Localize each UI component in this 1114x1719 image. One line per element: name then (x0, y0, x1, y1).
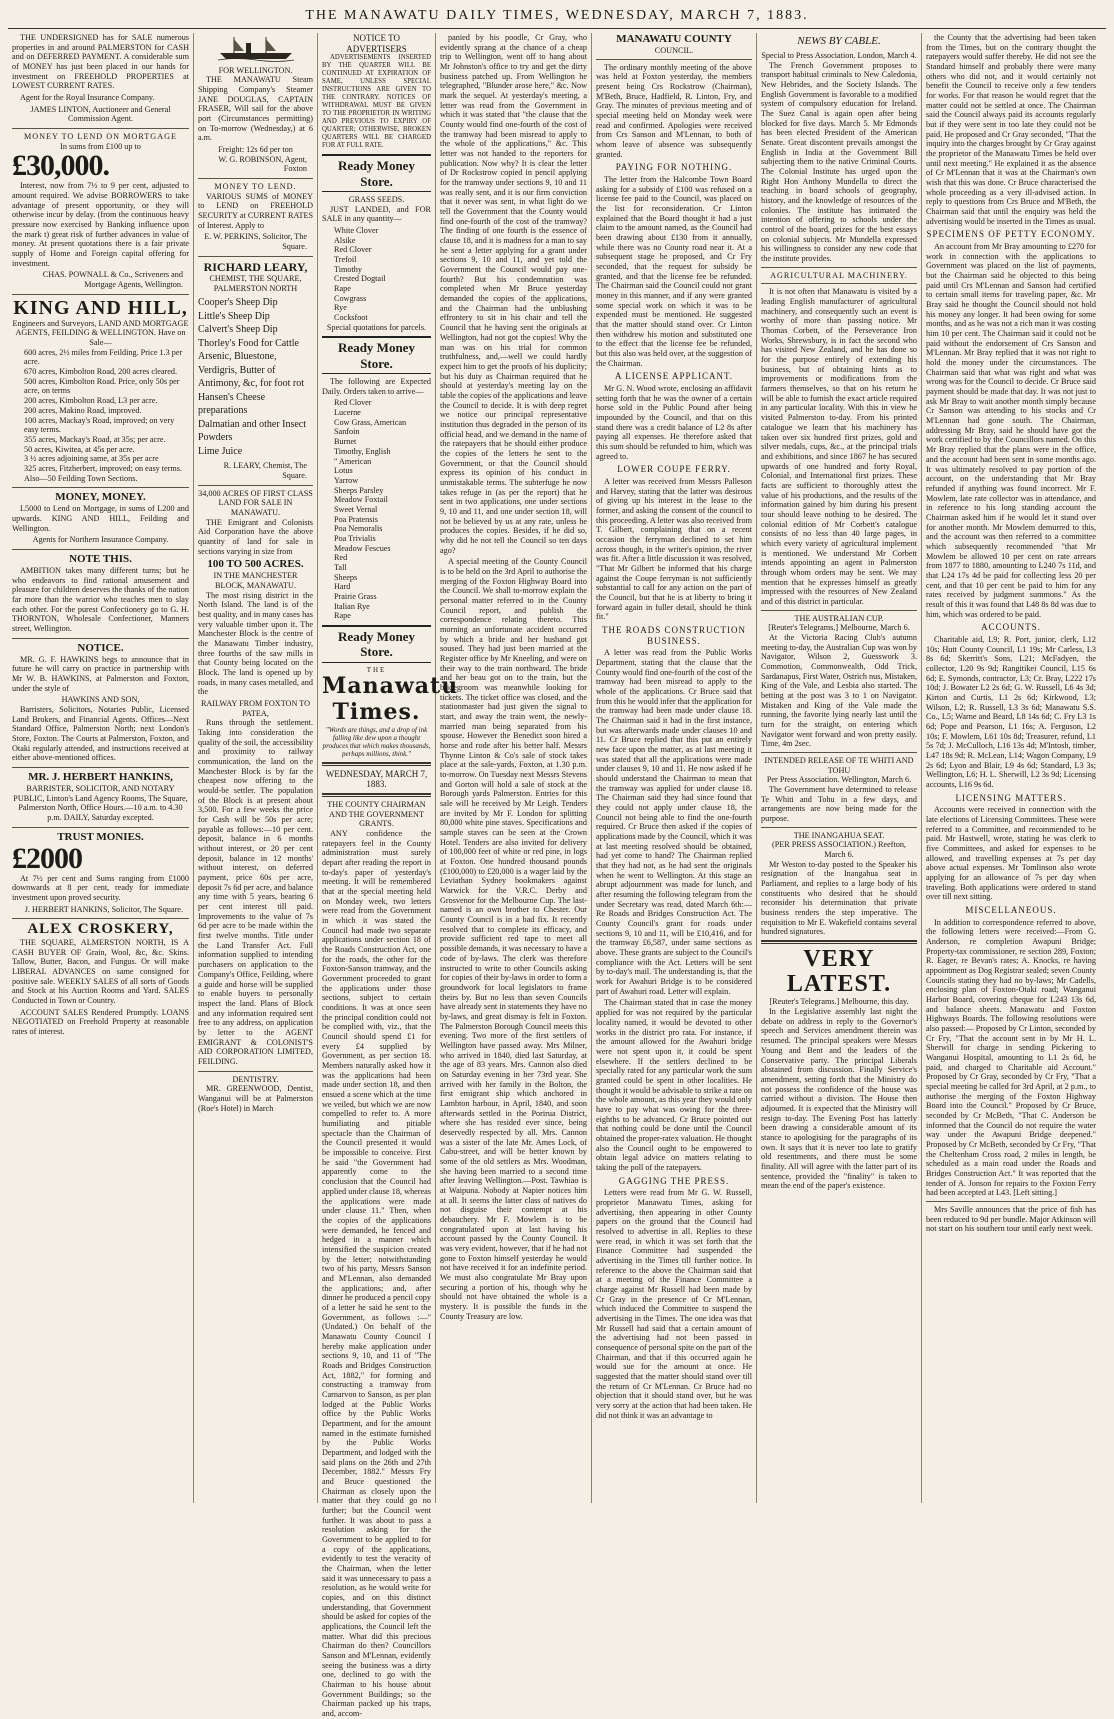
very-latest-sub: [Reuter's Telegrams.] Melbourne, this day. (769, 997, 909, 1007)
dentistry-text: MR. GREENWOOD, Dentist, Wanganui will be at Palmerston (Roe's Hotel) in March (198, 1084, 313, 1113)
hawkins-notice-more: Barristers, Solicitors, Notaries Public, Licensed Land Brokers, and Financial Agents. Offices—Next Standard Office, Palmerston North; next London's Store, Foxton. The Courts at Palmerston, Foxton, and Otaki regularly attended, and instructions received at either above-mentioned offices. (12, 704, 189, 763)
hawkins-notice-title: NOTICE. (77, 641, 124, 654)
county-council-subtitle: COUNCIL. (654, 45, 694, 55)
note-this-ad (12, 553, 189, 634)
dentistry-ad (198, 1075, 313, 1114)
council-subhead: LOWER COUPE FERRY. (617, 464, 731, 475)
notice-to-advertisers (322, 33, 431, 150)
grass-seeds-text: JUST LANDED, and FOR SALE in any quantity— (322, 204, 431, 224)
land-railway: RAILWAY FROM FOXTON TO PATEA, (200, 699, 311, 718)
seed-item: Poa Pratensis (334, 514, 378, 524)
editorial (322, 800, 431, 1719)
steamship-illustration (198, 35, 313, 64)
leary-product: Little's Sheep Dip (198, 310, 270, 322)
leary-product: Calvert's Sheep Dip (198, 324, 278, 336)
land-body: The most rising district in the North Island. The land is of the best quality, and in many cases has very valuable timber upon it. The Manchester Block is the centre of the Manawatu Timber industry, three fourths of the saw mills in that County being located on the Block. The land is opened up by roads, in many cases metalled, and the (198, 590, 313, 697)
release-text: The Government have determined to release Te Whiti and Tohu in a few days, and arrangements are now being made for the purpose. (761, 785, 917, 824)
seed-item: Hard (334, 582, 351, 592)
linton-ad (12, 33, 189, 124)
hankins-ad (12, 771, 189, 823)
column-2 (194, 33, 318, 1503)
seed-item: Cow Grass, American (334, 417, 407, 427)
seed-item: Rape (334, 611, 351, 621)
croskery-bottom: ACCOUNT SALES Rendered Promptly. LOANS NEGOTIATED on Freehold Property at reasonable rates of interest. (12, 1007, 189, 1036)
land-text: THE Emigrant and Colonists Aid Corporation have the above quantity of land for sale in sections varying in size from (198, 517, 313, 556)
money-money-ad (12, 491, 189, 545)
expected-list (322, 398, 431, 620)
inangahua-sub: (PER PRESS ASSOCIATION.) Reefton, March 6. (772, 840, 906, 860)
land-listing: 500 acres, Kimbolton Road. Price, only 50s per acre, on terms (24, 376, 180, 396)
dentistry-title: DENTISTRY. (232, 1074, 279, 1084)
land-listing: 3 ½ acres adjoining same, at 35s per acre (24, 454, 159, 464)
leary-title: RICHARD LEARY, (203, 259, 308, 274)
king-and-hill-title: KING AND HILL, (13, 296, 188, 319)
perkins-text: VARIOUS SUMS of MONEY to LEND on FREEHOLD SECURITY at CURRENT RATES of Interest. Apply to (198, 191, 313, 230)
column-3 (318, 33, 459, 1719)
advertisers-text: ADVERTISEMENTS INSERTED BY THE QUARTER WILL BE CONTINUED AT EXPIRATION OF SAME, UNLESS SPECIAL INSTRUCTIONS ARE GIVEN TO THE CONTRARY. NOTICES OF WITHDRAWAL MUST BE GIVEN TO THE PROPRIETOR IN WRITING AND PREVIOUS TO EXPIRY OF QUARTER; OTHERWISE, BROKEN QUARTERS WILL BE CHARGED FOR AT FULL RATE. (322, 54, 431, 150)
money-money-title: MONEY, MONEY. (55, 491, 146, 504)
perkins-ad (198, 182, 313, 252)
council-text-4: A letter was received from Messrs Palleson and Harvey, stating that the latter was desirous of giving up his interest in the lease to the former, and asking the consent of the council to this proceeding. A letter was also received from T. Gilbert, complaining that on a recent occasion the ferryman declined to set him across though, in the writer's opinion, the river was fit. After a little discussion it was resolved, "That Mr Gilbert be informed that his charge against the Coupe ferryman is not sufficiently substantial to call for any action on the part of the Council, but that he is at liberty to bring it forward again in fuller detail, should he think fit." (596, 477, 752, 622)
land-title: 34,000 ACRES OF FIRST CLASS LAND FOR SALE IN MANAWATU. (198, 488, 313, 517)
money-ad-heading: MONEY TO LEND ON MORTGAGE (23, 132, 178, 142)
grass-seeds-title: GRASS SEEDS. (348, 195, 405, 205)
seed-item: Meadow Foxtail (334, 495, 388, 505)
seed-item: Red Clover (334, 398, 372, 408)
money-money-agents: Agents for Northern Insurance Company. (32, 535, 169, 545)
council-continued-2: An account from Mr Bray amounting to £270 for work in connection with the applications to Government was placed on the list of payments, but the Chairman said he objected to this being paid until Crs M'Lennan and Sanson had certified to certain small items for traveling paper, &c. Mr Bray said he thought the Council should not hold his money any longer. It had been owing for some months, and as he was not a rich man it was costing him 10 per cent. The Chairman said it could not be paid without the endorsement of Crs Sanson and M'Lennan. Mr Bray replied that it was not right to hold the money under the circumstances. The Chairman said that what was right and what was wrong was for the Council to decide. Cr Bruce said payment should be made that day. It was not just to ask Mr Bray to wait another month simply because Cr Sanson was attending to his stocks and Cr M'Lennan had gone south. The Chairman, addressing Mr Bray, said he should have got the work certified to by the Councillors named. On this Mr Bray replied that the plans were in the office, and the account had been sent in some months ago. It was ultimately resolved to pay portion of the account, on the understanding that Mr Bray refunded if anything was found incorrect. Mr F. Mowlem, late rate collector was in attendance, and in reference to his long standing account the Chairman asked him if he would let it stand over for another month. Mr Mowlem demurred to this, and the account was then referred to a committee which subsequently recommended "that Mr Mowlem be allowed 10 per cent on rate arrears from 1877 to 1880, amounting to L240 7s 11d, and that L24 17s 4d be paid for collecting less 20 per cent, and that 10 per cent be paid to him for any rates received by judgment summons." As the result of this it was found that L48 8s 8d was due to him, which was ordered to be paid. (926, 242, 1096, 619)
machinery-text: It is not often that Manawatu is visited by a leading English manufacturer of agricultural machinery, and consequently such an event is worthy of more than passing notice. Mr Thomas Corbett, of the Perseverance Iron Works, Shrewsbury, is in fact the second who has visited New Zealand, and he has done so for the purpose entirely of extending his business, but of obtaining hints as to improvements or modifications from the farmers themselves, so that on his return he will be able to furnish the exact article required in any particular locality. With this in view he visited Palmerston to-day. From his printed catalogue we learn that his machinery has taken over six hundred first prizes, gold and silver medals, cups, &c., at the principal trials and exhibitions, and since 1867 he has secured upwards of one hundred and forty Royal, Colonial, and International first prizes. These facts are sufficient to thoroughly attest the value of his productions, and the results of the information gained by him during his present tour should leave nothing to be desired. The colonial edition of Mr Corbett's catalogue consists of no less than 40 large pages, in which every variety of agricultural implement is mentioned. We understand Mr Corbett intends appointing an agent in Palmerston through whom orders may be sent. We may mention that he expresses himself as greatly impressed with the resources of New Zealand and of this district in particular. (761, 287, 917, 606)
seed-item: Crested Dogtail (334, 274, 386, 284)
trust-monies-signature: J. HERBERT HANKINS, Solicitor, The Square. (24, 904, 183, 914)
machinery-title: AGRICULTURAL MACHINERY. (770, 270, 908, 280)
leary-product: Hansen's Cheese preparations (198, 391, 266, 417)
seed-item: Timothy (334, 264, 362, 274)
hankins-title: MR. J. HERBERT HANKINS, (28, 770, 173, 783)
ready-money-store-2: Ready Money Store. (322, 336, 431, 374)
money-ad-signature: CHAS. POWNALL & Co., Scriveners and Mortgage Agents, Wellington. (42, 270, 183, 290)
council-subhead: PAYING FOR NOTHING. (615, 162, 733, 173)
local-news: A special meeting of the County Council is to be held on the 3rd April to authorise the merging of the Foxton Highway Board into the Council. We shall to-morrow explain the personal matter referred to in the County Council report, and publish the correspondence relating thereto. This morning an unfortunate accident occurred by which a bride and her husband got soused. They had just been married at the Register office by Mr Kneeling, and were on their way to the train northward. The bride and her beau got on to the train, but the bridegroom was meanwhile looking for tickets. The ticket office was closed, and the stationmaster had just given the signal to start, and away the train went, the newly-married man being separated from his spouse. However the Benedict soon hired a horse and rode after his better half. Messrs Thynne Linton & Co's sale of stock takes place at the sale-yards, Foxton, at 1.30 p.m. to-morrow. On Tuesday next Messrs Stevens and Gorton will hold a sale of stock at the Borough yards Palmerston. Entries for this sale will be received by Mr Leigh. Tenders are invited by Mr F. London for splitting 80,000 white pine staves. Specifications and sample staves can be seen at the Crown Hotel. Tenders are also invited for delivery of 100,000 feet of white or red pine, in logs at Foxton. One hundred thousand pounds (£100,000) to £20,000 is a wager laid by the Leviathan Sydney bookmakers against Warwick for the V.R.C. Derby and Grosvenor for the Melbourne Cup. The last-named is an own brother to Chester. Our County Council is in a bad fix. It recently resolved that to complete its efficacy, and provide sufficient red tape to meet all possible demands, it was necessary to have a code of by-laws. The clerk was therefore instructed to write to other Councils asking for copies of their by-laws in order to form a groundwork for local legislators to frame theirs by. But no less than seven Councils have already sent in statements they have no by-laws, and great dismay is felt in Foxton. The Palmerston Borough Council meets this evening. Two more of the first settlers of Wellington have passed away. Mrs Milner, who arrived in 1840, died last Saturday, at the age of 83 years. Mrs. Cannon also died on Saturday evening in her 73rd year. She arrived with her family in the Bolton, the first emigrant ship which anchored in Lambton harbour, in April, 1840, and soon afterwards settled in the Porirua District, where she has resided ever since, being deservedly respected by all. Mrs. Cannon was a sister of the late Mr. Ames Lock, of Cabu-street, and will be better known by some of the old settlers as Mrs. Woodman, she having been married to a second time after leaving Wellington.—Post. Tawhiao is at Waipuna. Nobody at Napier notices him at all. It seems the latter class of natives do not disguise their contempt at his debauchery. Mr F. Mowlem is to be congratulated upon at last having his account passed by the County Council. It was very evident, however, that if he had not gone to Foxton himself yesterday he would not have received it for an indefinite period. We must also congratulate Mr Bray upon securing a portion of his, though why he should not have obtained the whole is a mystery. It is possible the funds in the County Treasury are low. (440, 557, 587, 1321)
australian-cup-title: THE AUSTRALIAN CUP. (794, 613, 884, 623)
trust-monies-title: TRUST MONIES. (57, 830, 144, 843)
seed-item: Sheeps (334, 572, 358, 582)
seed-item: Poa Trivialis (334, 533, 376, 543)
king-and-hill-list (12, 348, 189, 483)
seed-item: Meadow Fescues (334, 543, 391, 553)
column-4 (436, 33, 592, 1503)
seed-item: Red Clover (334, 245, 372, 255)
council-subhead: THE ROADS CONSTRUCTION BUSINESS. (601, 625, 746, 646)
council-text-3: Mr G. N. Wood wrote, enclosing an affidavit setting forth that he was the owner of a certain horse sold in the Public Pound after being impounded by the Council, and that on this stand there was a credit balance of L2 8s after paying all expenses. He therefore asked that this sum should be refunded to him, which was agreed to. (596, 384, 752, 461)
column-1 (8, 33, 194, 1503)
leary-product: Dalmatian and other Insect Powders (198, 418, 307, 444)
seed-item: Trefoil (334, 255, 357, 265)
seed-item: Lotus (334, 466, 353, 476)
linton-ad-signature: JAMES LINTON, Auctioneer and General Commission Agent. (30, 104, 171, 124)
grass-seeds-ad (322, 195, 431, 332)
land-listing: 50 acres, Kiwitea, at 45s per acre. (24, 444, 135, 454)
expected-seeds-ad (322, 377, 431, 621)
council-text-2: The letter from the Halcombe Town Board asking for a subsidy of £100 was refused on a license fee paid to the Council, was placed on the list for reconsideration. Cr Linton explained that the Board thought it had a just claim to the amount named, as the Council had been drawing about £130 from it annually, while there was no County road near it. At a subsequent stage he proposed, and Cr Fry seconded, that the request for subsidy be granted, and that the license fee be refunded. The Chairman said the Council could not grant money in this manner, and if any were granted some special work on which it was to be expended must be mentioned. He suggested that the matter should stand over. Cr Linton then withdrew his motion and substituted one to the effect that the license fee be refunded, but this also was held over, at the suggestion of the Chairman. (596, 174, 752, 368)
cable-news-text: The French Government proposes to transport habitual criminals to New Caledonia, New Hebrides, and the Society Islands. The English Government is favorable to a modified system of compulsory education for Ireland. The Suez Canal is again open after being blocked for five days. March 5. Mr Edmonds has been elected President of the American Senate. Great discontent prevails amongst the English in India at the Government Bill subjecting them to the native Criminal Courts. The Colonial Institute has urged upon the Right Hon Anthony Mundella to direct the teaching in board schools of geography, history, and the knowledge of resources of the colonies. The institute has intimated the intention of offering to schools under the control of the board, prizes for the best essays on colonial subjects. Mr Mundella expressed his willingness to consider any new code that the institute provides. (761, 60, 917, 264)
leary-signature: R. LEARY, Chemist, The Square. (223, 461, 307, 480)
council-text-7: Letters were read from Mr G. W. Russell, proprietor Manawatu Times, asking for advertising, then appearing in other County papers on the ground that the Council had resolved to advertise in all. Replies to these were read, in which it was set forth that the Finance Committee had suspended the advertising in the Times till further notice. In reference to the above the Chairman said that at a meeting of the Finance Committee a charge against Mr Russell had been made by Cr Gray in the presence of Cr M'Lennan, which induced the Committee to suspend the advertising in the Times. The one idea was that Mr Russell had said that a certain amount of the advertising had not been passed in consequence of personal spite on the part of the Chairman, and that if this occurred again he would sue for the amount at once. He suggested that the matter should stand over till the return of Cr M'Lennan. Cr Bruce had no objection that it should stand over, but he was very sorry at the action that had been taken. He did not think it was an advantage to (596, 1188, 752, 1420)
land-listing: 600 acres, 2½ miles from Feilding. Price 1.3 per acre. (24, 347, 183, 367)
croskery-text: THE SQUARE, ALMERSTON NORTH, IS A CASH BUYER OF Grain, Wool, &c, &c. Skins. Tallow, Butter, Bacon, and Fungus. Or will make LIBERAL ADVANCES on same consigned for positive sale. WEEKLY SALES of all sorts of Goods and Stock at his Auction Rooms and Yard. SALES Conducted in Town or Country. (12, 937, 189, 1005)
hawkins-firm-name: HAWKINS AND SON, (61, 695, 140, 705)
seed-item: Poa Nemoralis (334, 524, 383, 534)
leary-product: Lime Juice (198, 445, 243, 457)
paper-motto: "Words are things, and a drop of ink falling like dew upon a thought produces that which makes thousands, perhaps millions, think." (322, 725, 431, 759)
croskery-title: ALEX CROSKERY, (27, 921, 174, 938)
very-latest-text: In the Legislative assembly last night the debate on address in reply to the Governor's speech and Services amendment therein was resumed. The principal speakers were Messrs Young and Bent and the leaders of the Conservative party. The principal Liberals abstained from discussion. Finally Service's amendment, setting forth that the Ministry do not possess the confidence of the house was carried without a division. The House then adjourned. It is expected that the Ministry will resign to-day. The Evening Post has latterly been drawing a considerable amount of its stance to apologising for the paragraphs of its own. It says that it is never too late to gratify old resentments, and there must be some finality. All will agree with the latter part of its sentence, provided the "finality" is taken to mean the end of the paper's existence. (761, 1007, 917, 1191)
release-title: INTENDED RELEASE OF TE WHITI AND TOHU (764, 756, 914, 775)
leary-ad (198, 260, 313, 481)
steamer-text: THE MANAWATU Steam Shipping Company's Steamer JANE DOUGLAS, CAPTAIN FRASER, Will sail for the above port (Circumstances permitting) on To-morrow (Wednesday,) at 6 a.m. (198, 75, 313, 143)
column-6 (757, 33, 922, 1503)
seed-item: Lucerne (334, 408, 361, 418)
columns (8, 33, 1106, 1719)
masthead: THE MANAWATU DAILY TIMES, WEDNESDAY, MARCH 7, 1883. (8, 8, 1106, 29)
seed-item: Rye (334, 303, 347, 313)
seed-item: Cocksfoot (334, 313, 368, 323)
leary-product: Cooper's Sheep Dip (198, 297, 278, 309)
note-this-text: AMBITION takes many different turns; but he who endeavors to find rational amusement and pleasure for children deserves the thanks of the nation far more than the warrior who teaches men to slay each other. For the purest Confectionery go to G. H. THORNTON, Wholesale Confectioner, Manners street, Wellington. (12, 565, 189, 633)
croskery-ad (12, 922, 189, 1036)
council-subhead: GAGGING THE PRESS. (618, 1175, 730, 1186)
land-acres: 100 TO 500 ACRES. (207, 558, 304, 571)
cable-news-title: NEWS BY CABLE. (797, 35, 881, 47)
council-miscellaneous: In addition to correspondence referred to above, the following letters were received:—From G. Anderson, re completion Awapuni Bridge; Property-tax commissioner, re section 289, Foxton; R. Eager, re Bevan's rates; A. Knocks, re having appointment as Dog Registrar sealed; seven County Councils stating they had no by-laws; Mr Cadells, enclosing plan of Foxton-Otaki road; Wanganui Harbor Board, covering cheque for L243 13s 6d, and balance sheets. Manawatu and Foxton Highways Boards. The following resolutions were also passed:— Proposed by Cr Linton, seconded by Cr Fry, "That the account sent in by Mr H. L. Sherwill for charge in sending Pickering to Wanganui Hospital, amounting to L1 2s 6d, be paid, and charged to Charitable aid Account." Proposed by Cr Gray, seconded by Cr Fry, "That a special meeting be called for 3rd April, at 2 p.m., to authorise the merging of the Foxton Highway Board into the Council." Proposed by Cr Bruce, seconded by Cr McBeth, "That C. Anderson be informed that the Council do not require the water way under the Awapuni Bridge deepened." Proposed by Cr McBeth, seconded by Cr Fry, "That the Cheltenham Cross road, 2 miles in length, be scheduled as a main road under the Roads and Bridges Construction Act." It was reported that the tender of A. Jonson for repairs to the Foxton Ferry had been accepted at L43. [Left sitting.] (926, 917, 1096, 1198)
hawkins-notice (12, 642, 189, 763)
grass-seeds-list (322, 226, 431, 323)
land-listing: 100 acres, Mackay's Road, improved; on very easy terms. (24, 415, 175, 435)
seed-item: " American (334, 456, 372, 466)
seed-item: Burnet (334, 437, 357, 447)
australian-cup-text: At the Victoria Racing Club's autumn meeting to-day, the Australian Cup was won by Navigator, Wilson 2, Guesswork 3. Commotion, Commonwealth, Odd Trick, Sardanapus, First Water, Ostrich nus, Mistaken, King of the Vale, and Lesbia also started. The betting at the post was 3 to 1 on Navigator. Mistaken and King of the Vale made the running, the favorite lying nearly last until the turn for the straight, on entering which Navigator went forward and won pretty easily. Time, 4m 2sec. (761, 632, 917, 749)
money-ad-amount: £30,000. (12, 149, 109, 183)
council-subhead: A LICENSE APPLICANT. (614, 371, 734, 382)
seed-item: White Clover (334, 226, 379, 236)
hawkins-notice-text: MR. G. F. HAWKINS begs to announce that in future he will carry on practice in partnership with Mr W. B. HAWKINS, at Palmerston and Foxton, under the style of (12, 654, 189, 693)
land-body-2: Runs through the settlement. Taking into consideration the quality of the soil, the accessibility and proximity to railway communication, the land on the Manchester Block is by far the cheapest now offering to the would-be settler. The population of the Block is at present about 3,500. For a few weeks the price for Cash will be 50s per acre; payable as follows:—10 per cent. deposit, balance in 6 months without interest, or 20 per cent deposit, balance in 12 months' without interest, on deferred payment, price 60s per acre, deposit 7s 6d per acre, and balance any time with 5 years, bearing 6 per cent interest till paid. Improvements to the value of 7s 6d per acre to be made within the first twelve months. Title under the Land Transfer Act. Full information supplied to intending purchasers on application to the Company's Office, Feilding, where a guide and horse will be supplied to enable buyers to personally inspect the land. Plans of Block and any information required sent free to any address, on application by letter to the AGENT EMIGRANT & COLONIST'S AID CORPORATION LIMITED, FEILDING. (198, 718, 313, 1066)
very-latest-title: VERY LATEST. (786, 946, 892, 998)
column-5 (592, 33, 757, 1503)
closing-paragraph: Mrs Saville announces that the price of fish has been reduced to 9d per bundle. Major Atkinson will not start on his southern tour until early next week. (926, 1205, 1096, 1234)
seed-item: Italian Rye (334, 601, 370, 611)
column-7 (922, 33, 1100, 1503)
steamer-ad (198, 66, 313, 174)
council-subhead: LICENSING MATTERS. (955, 792, 1067, 803)
australian-cup-sub: [Reuter's Telegrams.] Melbourne, March 6. (768, 623, 910, 633)
seed-item: Sheeps Parsley (334, 485, 384, 495)
seed-item: Rape (334, 284, 351, 294)
seed-item: Sweet Vernal (334, 504, 378, 514)
steamer-freight: Freight: 12s 6d per ton (218, 145, 293, 155)
land-listing: 325 acres, Fitzherbert, improved; on easy terms. (24, 463, 183, 473)
ready-money-store-3: Ready Money Store. (322, 625, 431, 663)
money-money-text: L5000 to Lend on Mortgage, in sums of L200 and upwards. KING AND HILL, Feilding and Wellington. (12, 504, 189, 533)
linton-ad-insurance: Agent for the Royal Insurance Company. (20, 93, 155, 103)
council-subhead: ACCOUNTS. (981, 622, 1041, 633)
seed-item: Timothy, English (334, 446, 391, 456)
king-and-hill-ad (12, 298, 189, 483)
king-and-hill-sub: Engineers and Surveyors, LAND AND MORTGAGE AGENTS, FEILDING & WELLINGTON. Have on Sale— (12, 318, 189, 348)
council-continued-1: the County that the advertising had been taken from the Times, but on the contrary thought the ratepayers would suffer thereby. He did not see the Standard himself and probably there were many others who did not, and it would certainly not benefit the Council to receive only a few tenders for works. For that reason he would regret that the matter could not be settled at once. The Chairman said the Council always paid its accounts regularly but if they were sent in too late they could not be paid. He proposed and Cr Gray seconded, "That the inquiry into the charges brought by Cr Gray against the proprietor of the Manawatu Times be held over until next meeting." He explained it as the absence of Cr M'Lennan that it was at the Chairman's own wish that this was done. Cr Bruce characterised the whole proceeding as a very ill-advised action. In reply to questions from Crs Bruce and M'Beth, the Chairman said that until the enquiry was held the advertising would be inserted in the Times as usual. (926, 33, 1096, 226)
trust-monies-text: At 7½ per cent and Sums ranging from £1000 downwards at 8 per cent, ready for immediate investment upon proved security. (12, 873, 189, 902)
seed-item: Tall (334, 562, 347, 572)
land-listing: 670 acres, Kimbolton Road, 200 acres cleared. (24, 367, 178, 377)
grass-seeds-note: Special quotations for parcels. (326, 322, 427, 332)
council-text-1: The ordinary monthly meeting of the above was held at Foxton yesterday, the members present being Crs Rockstrow (Chairman), M'Beth, Bruce, Hadfield, R. Linton, Fry, and Gray. The minutes of previous meeting and of special meeting held on Monday week were read and confirmed. Apologies were received from Crs Sanson and M'Lennan, to both of whom leave of absence was subsequently granted. (596, 62, 752, 159)
editorial-text: ANY confidence the ratepayers feel in the County administration must surely depart after reading the report in to-day's paper of yesterday's meeting. It will be remembered that at the special meeting held on Monday week, two letters were read from the Government in which it was stated the Council had made two separate applications under section 18 of the Roads Construction Act, one for the roads, the other for the Foxton-Sanson tramway, and the Government proceeded to grant the applications under those sections, subject to certain conditions. It was at once seen the principal condition could not be complied with, viz., that the Council should spend £1 for every £4 supplied by Government, as per section 18. Members naturally asked how it was the applications had been made under section 18, and then ensued a scene which at the time we veiled, but which we are now compelled to refer to. A more humiliating and pitiable spectacle than the Chairman of the Council presented it would be impossible to conceive. First he said "the Government had apparently come to the conclusion that the Council had applied under clause 18, whereas the applications were made under clause 11." Then, when the copies of the applications were demanded, he fenced and hedged in a manner which intensified the suspicion created by the letter; notwithstanding two of his party, Messrs Sanson and M'Lennan, also demanded the applications; and, after dinner he produced a pencil copy of a letter he said he sent to the Government, as follows :—" (Undated.) On behalf of the Manawatu County Council I hereby make application under sections 9, 10, and 11 of "The Roads and Bridges Construction Act, 1882," for forming and constructing a tramway from Carnarvon to Sanson, as per plan lodged at the Public Works office by the Public Works Department, and for the amount named in the estimate furnished by the Public Works Department, and lodged with the said plans on the 26th and 27th December, 1882." Messrs Fry and Bruce questioned the Chairman as closely upon the matter that they could go no further; but the Council went further. It was about to pass a resolution asking for the Government to be applied to for a copy of the applications, evidently to test the veracity of the Chairman, when the letter said it was unnecessary to pass a resolution, as he would write for copies, and on this distinct understanding, that Government should be asked for copies of the applications, the Council left the matter. What did this precious Chairman do then? Councillors Sanson and M'Lennan, evidently seeing the business was a dirty one, declined to go with the Chairman to his house about Government Buildings; so the Chairman packed up his traps, and, accom- (322, 828, 431, 1719)
steamer-destination: FOR WELLINGTON. (218, 65, 293, 75)
council-text-6: The Chairman stated that in case the money applied for was not required by the particular locality named, it would be devoted to other works in the district pro rata. For instance, if the amount allowed for the Awahuri bridge were not spent upon it, it could be spent elsewhere. If the settlers declined to be specially rated for any particular work the sum granted could be spent in other localities. He thought it would be advisable to strike a rate on the whole amount, as this year they would only have to pay what was owing for the three-eighths to be advanced. Cr Bruce pointed out that nothing could be done until the Council obtained the proper-ratex valuation. He thought also the Council ought to be empowered to obtain legal advice on matters relating to taking the poll of the ratepayers. (596, 998, 752, 1172)
land-listing: Also—50 Feilding Town Sections. (24, 473, 138, 483)
editorial-continued: panied by his poodle, Cr Gray, who evidently sprang at the chance of a cheap trip to Wellington, went off to hang about Mr Johnston's office to try and get the dirty business patched up. From Wellington he telegraphed, "Blunder arose here," &c. Now mark the sequel. At yesterday's meeting, a letter was read from the Government in which it was stated that "the clause that the County would find one-fourth of the cost of the tramway had been misread to apply to the whole of the applications," &c. This letter was not handed to the reporters for publication. Now why? It is clear the letter of Dr Rockstrow copied in pencil applying for the tramway under sections 9, 10 and 11 was really sent, and it is our firm conviction that it never was sent, in what light do we tell the Government that the County would find one-fourth of the cost of the tramway? The finding of one fourth is the essence of clause 18, and it is madness for a man to say he sent a letter applying for a grant under sections 9, 10 and 11, and yet told the Government the Council would pay one-fourth? But his condemnation was completed when Mr Bruce yesterday demanded the copies of the applications, and the Chairman had the unblushing effrontery to sit in his chair and tell the Council that he having sent the originals at Wellington, had not got the copies! Why the man was on his trial for common truthfulness, and,—well we could hardly expect him to get the proofs of his duplicity; but his duty as Chairman required that he should at yesterday's meeting lay on the table the copies of the applications and leave the Council to decide. It is with deep regret we notice our principal representative institution thus degraded in the person of its official head, and we demand in the name of the ratepayers that he should either produce the copies of the letters he sent to the Government, or that the Council should express its opinion of his conduct in unmistakable terms. The subterfuge he now takes refuge in (as per the report) that he sent in two applications, one under sections 9, 10 and 11, and one under section 18, will not be believed by us at any rate, unless he produces the copies. Besides, if he did so, why did he not tell the Council so ten days ago? (440, 33, 587, 555)
council-subhead: MISCELLANEOUS. (965, 904, 1057, 915)
trust-monies-ad (12, 831, 189, 915)
land-listing: 200 acres, Kimbolton Road, L3 per acre. (24, 396, 158, 406)
emigrant-land-ad (198, 489, 313, 1067)
leary-sub: CHEMIST, THE SQUARE, PALMERSTON NORTH (209, 273, 302, 293)
seed-item: Sanfoin (334, 427, 360, 437)
land-listing: 200 acres, Makino Road, improved. (24, 405, 142, 415)
county-council-title: MANAWATU COUNTY (616, 33, 732, 45)
money-to-lend-ad (12, 132, 189, 290)
release-sub: Per Press Association. Wellington, March 6. (766, 775, 912, 785)
inangahua-text: Mr Weston to-day posted to the Speaker his resignation of the Inangahua seat in Parliament, and replies to a large body of his constituents who desired that he should reconsider his determination that private business renders the step imperative. The requisition to Mr E. Wakefield contains several hundred signatures. (761, 859, 917, 937)
hankins-text: BARRISTER, SOLICITOR, AND NOTARY PUBLIC, Linton's Land Agency Rooms, The Square, Palmerston North, Office Hours.—10 a.m. to 4.30 p.m. DAILY, Saturday excepted. (13, 783, 188, 822)
steamship-icon (216, 35, 296, 61)
council-licensing: Accounts were received in connection with the late elections of Licensing Committees. These were referred to a Committee, and recommended to be paid. Mr Hastwell, wrote, stating he was clerk to five Committees, and asked for expenses to be allowed, and travelling expenses at 7s per day above actual expenses. Mr Tomlinson also wrote applying for an allowance of 7s per day when traveling. Both applications were ordered to stand over till next sitting. (926, 805, 1096, 902)
seed-item: Cowgrass (334, 293, 367, 303)
steamer-signature: W. G. ROBINSON, Agent, Foxton (218, 154, 307, 174)
seed-item: Yarrow (334, 475, 359, 485)
land-block: IN THE MANCHESTER BLOCK, MANAWATU. (213, 571, 298, 590)
council-accounts: Charitable aid, L9; R. Port, junior, clerk, L12 10s; Hutt County Council, L1 19s; Mr Carless, L3 8s 6d; Skerritt's Sons, L21; McFadyen, the collector, L20 9s 9d; Rangitikei Council, L15 6s 6d; E. Symonds, contractor, L3; Cr. Bray, L222 17s 10d; J. Bowater L2 2s 6d; G. W. Russell, L6 4s 3d; Kirton and Curtis, L1 2s 6d; Kirkwood, L3; Wilson, L2; R. Russell, L3 3s 6d; Manawatu S.S. Co., L5; Warne and Beard, L8 14s 6d; C. Fry L3 1s 6d; Pope and Pearson, L1 16s; A. Ferguson, L2 10s; F. Mowlem, L61 10s 8d; Treasurer, refund, L1 5s 7d; J. McCulloch, L16 13s 4d; M'Intosh, timber, L47 18s 9d; R. McLean, L14; Wagon Company, L9 2s 6d; Lyon and Blair, L9 4s 6d; Standard, L3 3s; Wellington, L6; H. L. Sherwill, L2 3s 9d; Licensing accounts, L16 9s 6d. (926, 634, 1096, 789)
trust-monies-amount: £2000 (12, 841, 82, 875)
leary-product: Thorley's Food for Cattle (198, 337, 299, 349)
dateline: WEDNESDAY, MARCH 7, 1883. (325, 768, 428, 790)
leary-product: Arsenic, Bluestone, Verdigris, Butter of Antimony, &c, for foot rot (198, 351, 305, 390)
note-this-title: NOTE THIS. (69, 552, 132, 565)
seed-item: Alsike (334, 235, 356, 245)
perkins-signature: E. W. PERKINS, Solicitor, The Square. (204, 232, 307, 252)
paper-title: Manawatu Times. (322, 672, 459, 725)
land-listing: 355 acres, Mackay's Road, at 35s; per acre. (24, 434, 166, 444)
perkins-title: MONEY TO LEND. (214, 182, 297, 192)
money-ad-text: Interest, now from 7½ to 9 per cent, adjusted to amount required. We advise BORROWERS to take advantage of present opportunity, or they will otherwise incur by delay. (from the continuous heavy pressure now exercised by Banking influence upon the mark t) great risk of further advances in value of money. At present quotations there is a fair private supply of Home and Foreign capital offering for investment. (12, 181, 189, 268)
advertisers-title: NOTICE TO ADVERTISERS (346, 33, 407, 54)
ready-money-store-1: Ready Money Store. (322, 154, 431, 192)
expected-text: The following are Expected Daily. Orders taken to arrive— (322, 377, 431, 396)
council-subhead: SPECIMENS OF PETTY ECONOMY. (926, 229, 1096, 240)
council-text-5: A letter was read from the Public Works Department, stating that the clause that the County would find one-fourth of the cost of the tramway had been misread to apply to the whole of the applications. Cr Bruce said that from this he would infer that the application for the tramway had been made under clause 18. The Chairman said it had in the first instance, but was afterwards made under clauses 10 and 11. Cr Bruce replied that this put an entirely new face upon the matter, as at last meeting it was stated that all the applications were made under clauses 9, 10 and 11. He now asked if he should understand the Chairman to mean that the tramway was applied for under clause 18. The Chairman said they had since found that they could not apply under clause 18, the Council not being able to find the one-fourth required. Cr Bruce then asked if the copies of applications made by the Council, which it was at last meeting resolved should be obtained, had yet come to hand? The Chairman replied that they had not, as he had sent the originals when he went to Wellington. At this stage an abrupt adjournment was made for lunch, and after resuming the following telegram from the under Secretary was read, dated March 6th:—Re Roads and Bridges Construction Act. The County Council's grant for roads under sections 9, 10 and 11, will be £10,416, and for the tramway £6,587, under same sections as above. These grants are subject to the Council's compliance with the Act. Letters will be sent by to-day's mail. The understanding is, that the work for Awahuri Bridge is to be considered part of Awahuri road. Letter will explain. (596, 648, 752, 996)
seed-item: Red (334, 553, 348, 563)
seed-item: Prairie Grass (334, 591, 377, 601)
leary-products (198, 296, 313, 458)
cable-news-sub: Special to Press Association. London, March 4. (761, 50, 917, 60)
inangahua-title: THE INANGAHUA SEAT. (793, 830, 885, 840)
editorial-title: THE COUNTY CHAIRMAN AND THE GOVERNMENT GRANTS. (327, 799, 426, 829)
money-ad-sub: In sums from £100 up to (60, 141, 141, 151)
linton-ad-text: THE UNDERSIGNED has for SALE numerous properties in and around PALMERSTON for CASH and on DEFERRED PAYMENT. A considerable sum of MONEY has just been placed in our hands for investment on FREEHOLD PROPERTIES at LOWEST CURRENT RATES. (12, 33, 189, 91)
paper-title-the: THE (366, 665, 387, 674)
